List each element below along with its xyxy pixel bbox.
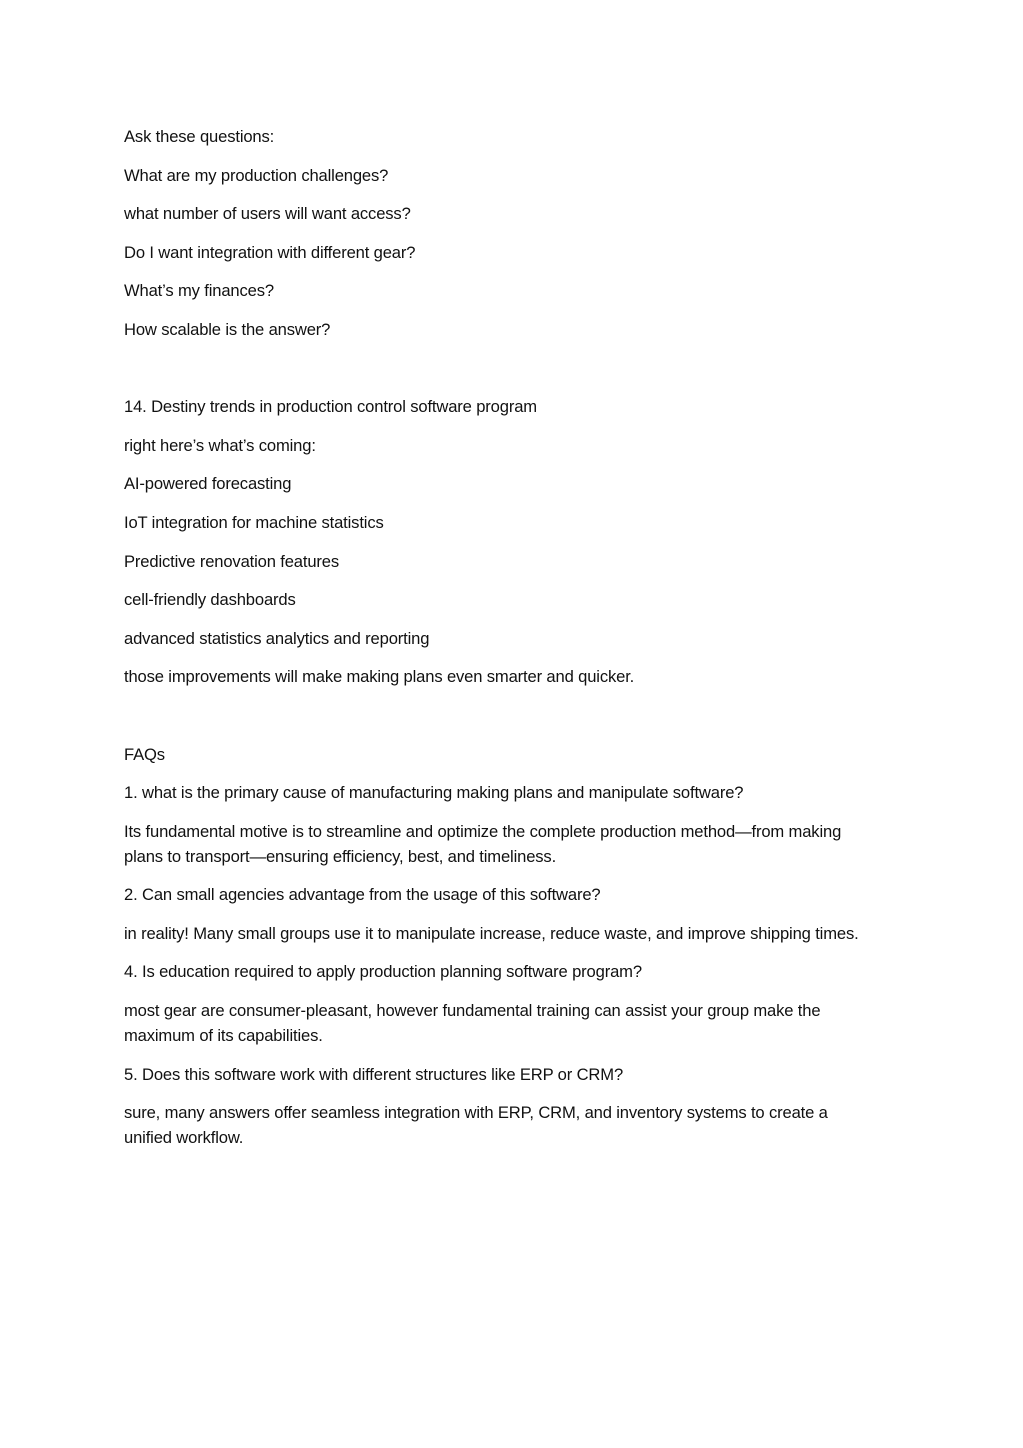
question-line: Do I want integration with different gear? [124,242,416,262]
faq-question: 5. Does this software work with different structures like ERP or CRM? [124,1064,624,1084]
question-line: What’s my finances? [124,281,274,301]
faq-question: 1. what is the primary cause of manufacturing making plans and manipulate software? [124,783,744,803]
trend-item: IoT integration for machine statistics [124,512,384,532]
section-spacer [124,703,874,742]
section-spacer [124,356,874,395]
questions-section [124,124,874,342]
question-line: What are my production challenges? [124,165,389,185]
trends-conclusion: those improvements will make making plans even smarter and quicker. [124,667,635,687]
question-line: How scalable is the answer? [124,319,331,339]
question-line: what number of users will want access? [124,204,411,224]
trend-item: Predictive renovation features [124,551,340,571]
trends-heading: 14. Destiny trends in production control software program [124,397,537,417]
faq-question: 2. Can small agencies advantage from the usage of this software? [124,885,601,905]
trend-item: AI-powered forecasting [124,474,292,494]
faq-answer: most gear are consumer-pleasant, however fundamental training can assist your group make the maximum of its capabilities. [124,1001,821,1046]
document-page [124,124,874,1164]
faq-answer: sure, many answers offer seamless integration with ERP, CRM, and inventory systems to create a unified workflow. [124,1103,828,1148]
trend-item: cell-friendly dashboards [124,590,296,610]
faq-question: 4. Is education required to apply production planning software program? [124,962,642,982]
trend-item: advanced statistics analytics and reporting [124,628,430,648]
questions-intro: Ask these questions: [124,127,275,146]
faqs-heading: FAQs [124,744,165,764]
faq-answer: Its fundamental motive is to streamline and optimize the complete production method—from making plans to transport—ensuring efficiency, best, and timeliness. [124,821,842,866]
faq-answer: in reality! Many small groups use it to manipulate increase, reduce waste, and improve shipping times. [124,923,859,943]
trends-intro: right here’s what’s coming: [124,435,316,455]
faqs-section [124,742,874,1151]
trends-section [124,394,874,689]
